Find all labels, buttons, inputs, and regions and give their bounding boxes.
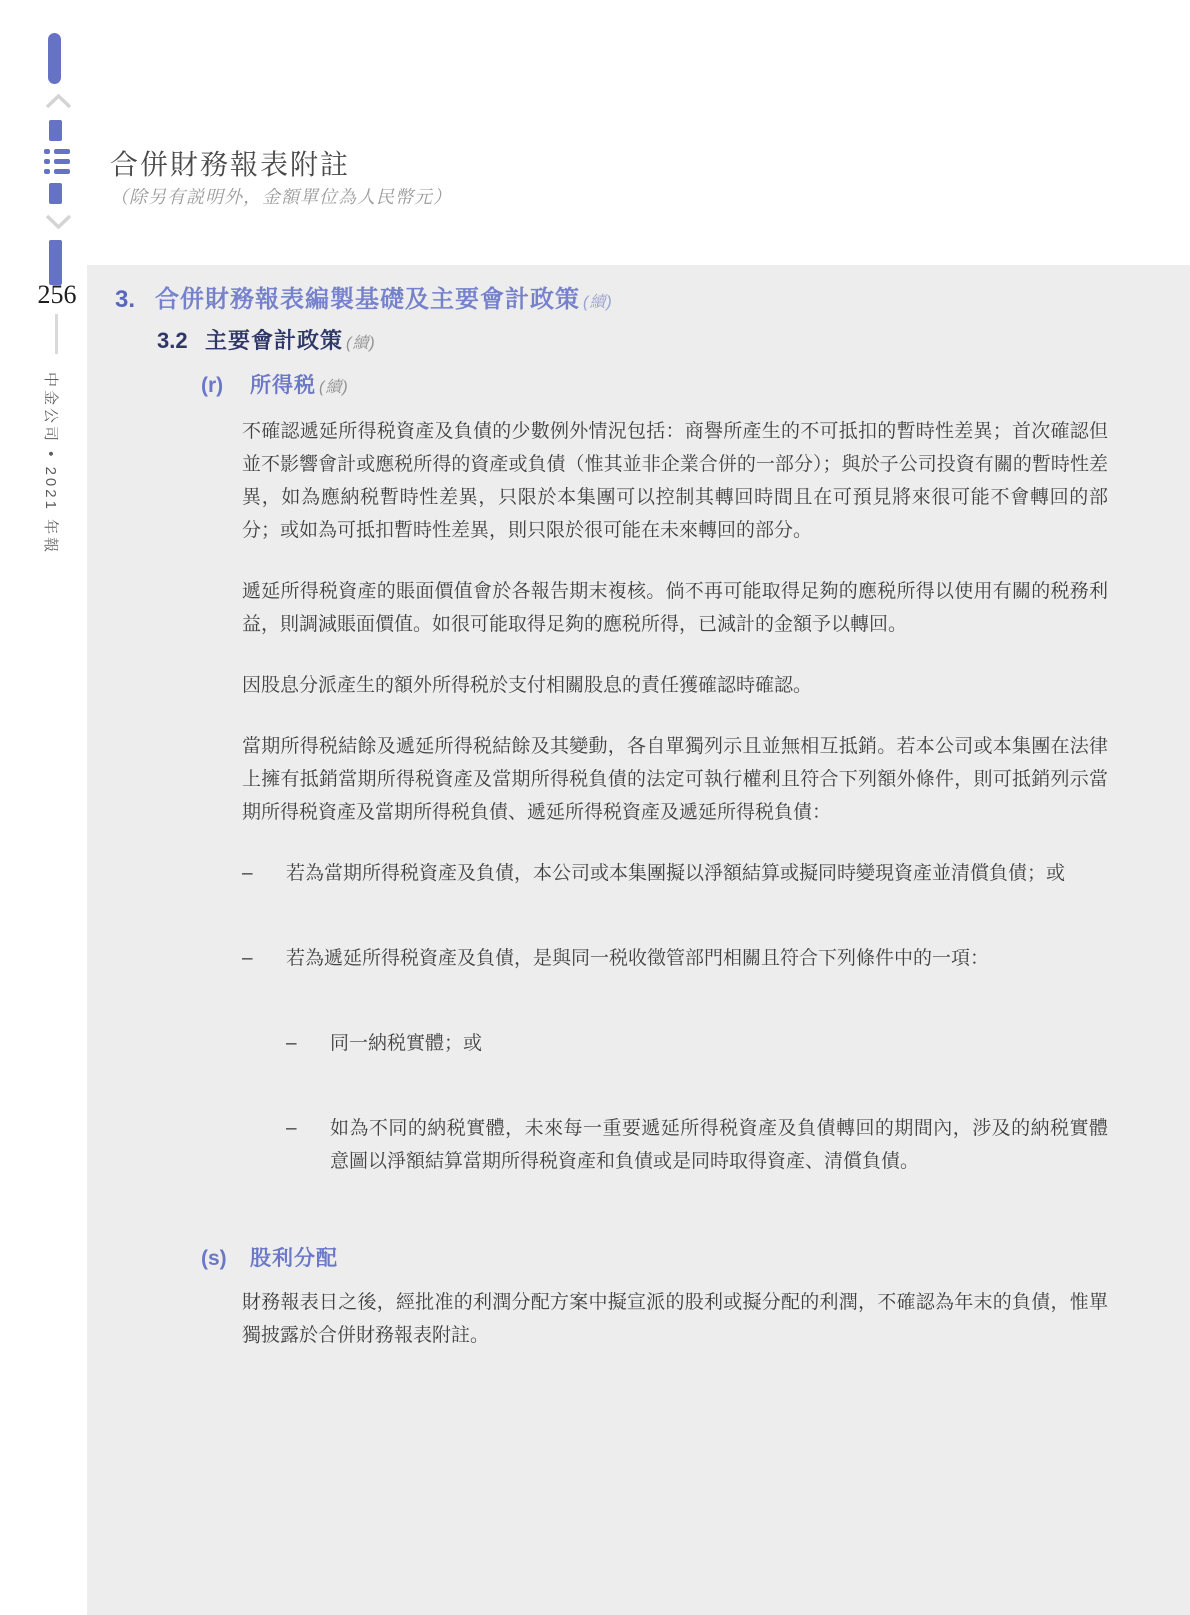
bullet-text: 若為當期所得税資產及負債，本公司或本集團擬以淨額結算或擬同時變現資產並清償負債；或 (286, 863, 1066, 884)
document-title: 合併財務報表附註 (110, 150, 351, 181)
section-number: 3. (115, 286, 136, 313)
list-icon-row (44, 169, 70, 174)
subsection-number: 3.2 (157, 328, 188, 353)
section-heading (115, 279, 1108, 314)
rail-pill-top (48, 33, 61, 84)
chevron-down-icon[interactable] (45, 213, 72, 235)
sub-bullet-item (286, 1112, 1108, 1206)
list-icon-row (44, 149, 70, 154)
bullet-dash: – (242, 948, 253, 969)
subsection-title-text: 主要會計政策 (205, 328, 344, 353)
item-r-title-text: 所得税 (250, 374, 316, 397)
paragraph: 因股息分派產生的額外所得税於支付相關股息的責任獲確認時確認。 (242, 675, 813, 696)
section-title (155, 279, 613, 314)
side-caption: 中金公司 • 2021 年報 (42, 372, 59, 556)
bullet-dash: – (242, 863, 253, 884)
sub-bullet-text: 同一納税實體；或 (330, 1033, 483, 1054)
item-r-label: (r) (201, 374, 224, 397)
sub-bullet-item (286, 1027, 1108, 1088)
paragraph: 當期所得税結餘及遞延所得税結餘及其變動，各自單獨列示且並無相互抵銷。若本公司或本集團在法律上擁有抵銷當期所得税資產及當期所得税負債的法定可執行權利且符合下列額外條件，則可抵銷列示當期所得税資產及當期所得税負債、遞延所得税資產及遞延所得税負債： (242, 736, 1108, 823)
bullet-item (242, 857, 1108, 918)
item-s-title: 股利分配 (250, 1247, 338, 1270)
bullet-item (242, 942, 1108, 1003)
item-s-body (242, 1286, 1108, 1352)
list-icon-row (44, 159, 70, 164)
sub-bullet-text: 如為不同的納税實體，未來每一重要遞延所得税資產及負債轉回的期間內，涉及的納税實體意圖以淨額結算當期所得税資產和負債或是同時取得資產、清償負債。 (330, 1118, 1108, 1172)
paragraph: 不確認遞延所得税資產及負債的少數例外情況包括：商譽所產生的不可抵扣的暫時性差異；首次確認但並不影響會計或應税所得的資產或負債（惟其並非企業合併的一部分）；與於子公司投資有關的暫時性差異，如為應納税暫時性差異，只限於本集團可以控制其轉回時間且在可預見將來很可能不會轉回的部分；或如為可抵扣暫時性差異，則只限於很可能在未來轉回的部分。 (242, 421, 1108, 541)
section-title-text: 合併財務報表編製基礎及主要會計政策 (155, 286, 580, 313)
item-r-title (250, 369, 349, 399)
rail-segment-lower (49, 183, 62, 204)
page-number: 256 (37, 280, 77, 309)
chevron-up-icon[interactable] (45, 93, 72, 115)
paragraph: 財務報表日之後，經批准的利潤分配方案中擬宣派的股利或擬分配的利潤，不確認為年末的負債，惟單獨披露於合併財務報表附註。 (242, 1292, 1108, 1346)
rail-divider-line (55, 314, 58, 354)
item-s-label: (s) (201, 1247, 227, 1270)
item-s-heading (201, 1242, 1108, 1272)
bullet-dash: – (286, 1118, 297, 1139)
rail-segment-upper (49, 120, 62, 141)
rail-bar-bottom (49, 240, 62, 285)
list-icon[interactable] (44, 149, 70, 174)
bullet-dash: – (286, 1033, 297, 1054)
subsection-heading (157, 324, 1108, 355)
item-r-body (242, 415, 1108, 1206)
item-r-continued-label: (續) (319, 379, 349, 396)
document-subtitle: （除另有説明外，金額單位為人民幣元） (110, 187, 452, 207)
subsection-continued-label: (續) (346, 335, 376, 352)
content-panel (87, 265, 1190, 1615)
bullet-text: 若為遞延所得税資產及負債，是與同一税收徵管部門相關且符合下列條件中的一項： (286, 948, 990, 969)
section-continued-label: (續) (583, 294, 613, 311)
paragraph: 遞延所得税資產的賬面價值會於各報告期末複核。倘不再可能取得足夠的應税所得以使用有關的税務利益，則調減賬面價值。如很可能取得足夠的應税所得，已減計的金額予以轉回。 (242, 581, 1108, 635)
subsection-title (205, 324, 376, 355)
item-r-heading (201, 369, 1108, 399)
